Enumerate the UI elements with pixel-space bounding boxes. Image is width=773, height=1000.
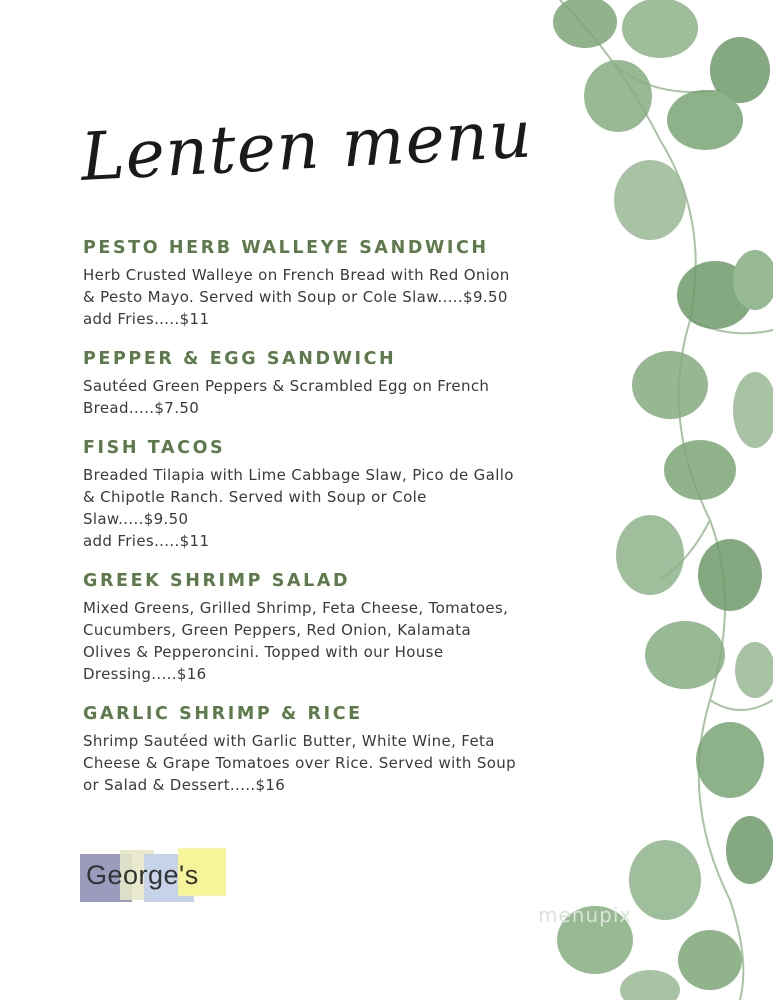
menu-item bbox=[83, 571, 583, 685]
menu-item bbox=[83, 438, 583, 552]
menu-list bbox=[83, 238, 583, 815]
menu-item-name: PEPPER & EGG SANDWICH bbox=[83, 349, 397, 369]
georges-logo bbox=[80, 846, 230, 904]
menu-title bbox=[78, 92, 535, 217]
menu-item-description: Shrimp Sautéed with Garlic Butter, White Wine, Feta Cheese & Grape Tomatoes over Rice. Served with Soup or Salad & Dessert.....$16 bbox=[83, 732, 516, 794]
menu-item-name: GREEK SHRIMP SALAD bbox=[83, 571, 351, 591]
menu-item-description: Herb Crusted Walleye on French Bread with Red Onion & Pesto Mayo. Served with Soup or Cole Slaw.....$9.50 add Fries.....$11 bbox=[83, 266, 510, 328]
menu-item bbox=[83, 238, 583, 330]
logo-text: George's bbox=[86, 860, 199, 890]
menu-item-name: GARLIC SHRIMP & RICE bbox=[83, 704, 363, 724]
menu-item bbox=[83, 704, 583, 796]
menu-item-name: FISH TACOS bbox=[83, 438, 226, 458]
menu-item-description: Breaded Tilapia with Lime Cabbage Slaw, Pico de Gallo & Chipotle Ranch. Served with Soup or Cole Slaw.....$9.50 add Fries.....$11 bbox=[83, 466, 514, 550]
menu-item-description: Sautéed Green Peppers & Scrambled Egg on French Bread.....$7.50 bbox=[83, 377, 490, 417]
menu-title-text: Lenten menu bbox=[78, 95, 535, 196]
eucalyptus-leaves-decoration bbox=[540, 0, 773, 1000]
menu-item-description: Mixed Greens, Grilled Shrimp, Feta Cheese, Tomatoes, Cucumbers, Green Peppers, Red Onion, Kalamata Olives & Pepperoncini. Topped with our House Dressing.....$16 bbox=[83, 599, 509, 683]
menu-item bbox=[83, 349, 583, 419]
menu-item-name: PESTO HERB WALLEYE SANDWICH bbox=[83, 238, 489, 258]
watermark: menupix bbox=[538, 903, 633, 927]
